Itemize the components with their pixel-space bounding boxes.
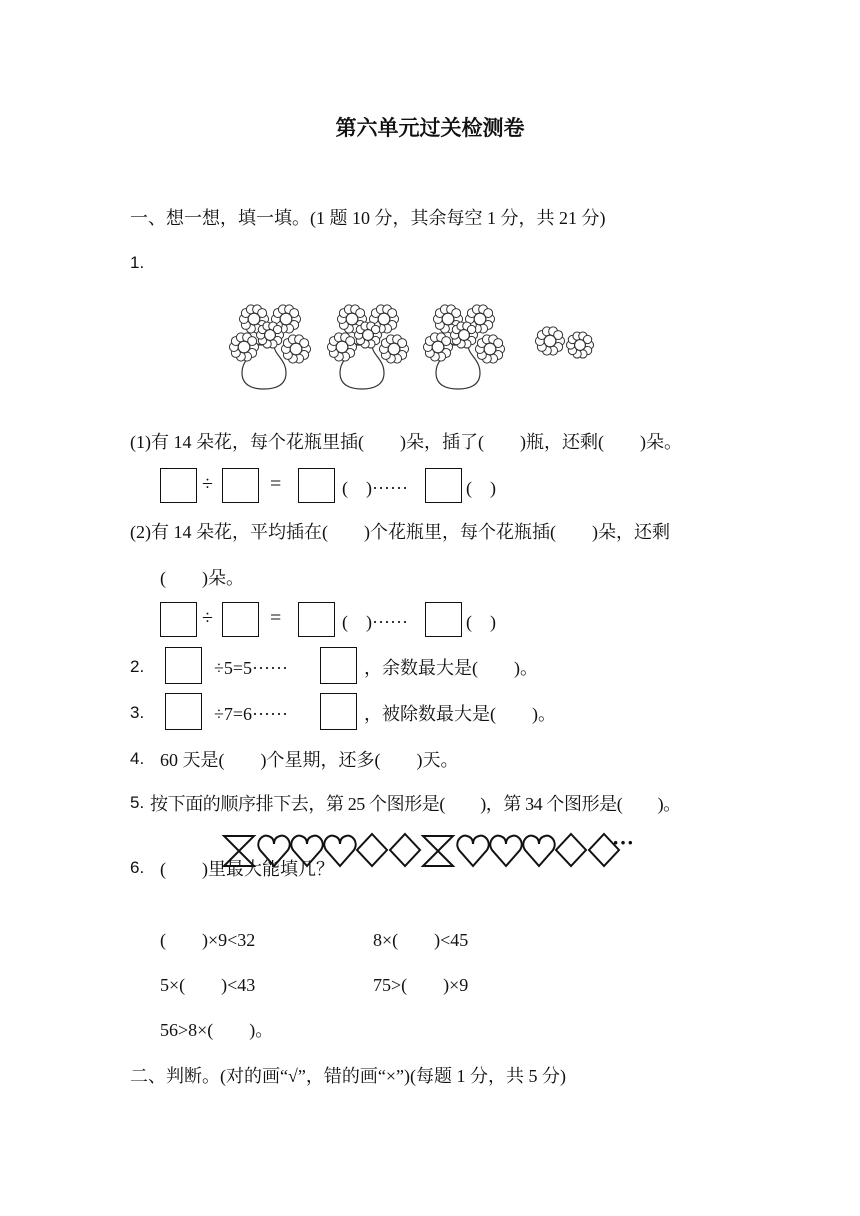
q1-sub2-text-line1: (2)有 14 朵花，平均插在( )个花瓶里，每个花瓶插( )朵，还剩 xyxy=(130,522,670,542)
q6-item: 5×( )<43 xyxy=(160,975,256,995)
hourglass-shape xyxy=(423,836,453,866)
q6-text: ( )里最大能填几？ xyxy=(160,859,334,879)
q6-item: ( )×9<32 xyxy=(160,930,256,950)
heart-shape xyxy=(457,836,488,866)
flower-icon xyxy=(379,335,408,363)
remainder-dots: ······ xyxy=(372,478,408,498)
divide-sign: ÷ xyxy=(202,607,213,629)
flower-icon xyxy=(229,333,258,361)
section1-heading: 一、想一想，填一填。(1 题 10 分，其余每空 1 分，共 21 分) xyxy=(130,208,606,228)
q1-sub1-text: (1)有 14 朵花，每个花瓶里插( )朵，插了( )瓶，还剩( )朵。 xyxy=(130,432,682,452)
unit-paren[interactable]: ( ) xyxy=(342,478,372,498)
answer-box[interactable] xyxy=(320,647,357,684)
unit-paren[interactable]: ( ) xyxy=(466,612,496,632)
flower-vases-illustration xyxy=(220,293,640,393)
answer-box[interactable] xyxy=(222,602,259,637)
q3-equation: ÷7=6······ xyxy=(214,704,288,724)
flower-icon xyxy=(256,322,283,348)
diamond-shape xyxy=(357,834,387,866)
q2-equation: ÷5=5······ xyxy=(214,658,288,678)
flower-icon xyxy=(450,322,477,348)
answer-box[interactable] xyxy=(160,602,197,637)
equals-sign: = xyxy=(270,473,282,495)
q5-text: 按下面的顺序排下去，第 25 个图形是( )，第 34 个图形是( )。 xyxy=(150,794,681,814)
question-number-6: 6. xyxy=(130,858,145,877)
answer-box[interactable] xyxy=(298,468,335,503)
question-number-5: 5. xyxy=(130,793,145,812)
heart-shape xyxy=(523,836,554,866)
unit-paren[interactable]: ( ) xyxy=(342,612,372,632)
flower-icon xyxy=(475,335,504,363)
flower-icon xyxy=(354,322,381,348)
answer-box[interactable] xyxy=(165,693,202,730)
answer-box[interactable] xyxy=(298,602,335,637)
q6-item: 75>( )×9 xyxy=(373,975,469,995)
answer-box[interactable] xyxy=(425,468,462,503)
section2-heading: 二、判断。(对的画“√”，错的画“×”)(每题 1 分，共 5 分) xyxy=(130,1066,566,1086)
heart-shape xyxy=(490,836,521,866)
q1-sub2-text-line2: ( )朵。 xyxy=(160,568,244,588)
q6-item: 8×( )<45 xyxy=(373,930,469,950)
flower-icon xyxy=(281,335,310,363)
answer-box[interactable] xyxy=(425,602,462,637)
flower-icon xyxy=(423,333,452,361)
answer-box[interactable] xyxy=(160,468,197,503)
question-number-3: 3. xyxy=(130,703,145,722)
q6-item: 56>8×( )。 xyxy=(160,1020,274,1040)
question-number-1: 1. xyxy=(130,253,145,272)
question-number-2: 2. xyxy=(130,657,145,676)
q3-tail: ，被除数最大是( )。 xyxy=(364,704,556,724)
flower-icon xyxy=(535,327,564,355)
diamond-shape xyxy=(556,834,586,866)
sequence-ellipsis: ··· xyxy=(612,830,635,855)
remainder-dots: ······ xyxy=(372,612,408,632)
flower-icon xyxy=(327,333,356,361)
answer-box[interactable] xyxy=(320,693,357,730)
diamond-shape xyxy=(390,834,420,866)
flower-icon xyxy=(566,332,593,358)
unit-paren[interactable]: ( ) xyxy=(466,478,496,498)
question-number-4: 4. xyxy=(130,749,145,768)
divide-sign: ÷ xyxy=(202,473,213,495)
q2-tail: ，余数最大是( )。 xyxy=(364,658,538,678)
q4-text: 60 天是( )个星期，还多( )天。 xyxy=(160,750,459,770)
equals-sign: = xyxy=(270,607,282,629)
page-title: 第六单元过关检测卷 xyxy=(335,116,525,140)
answer-box[interactable] xyxy=(165,647,202,684)
answer-box[interactable] xyxy=(222,468,259,503)
